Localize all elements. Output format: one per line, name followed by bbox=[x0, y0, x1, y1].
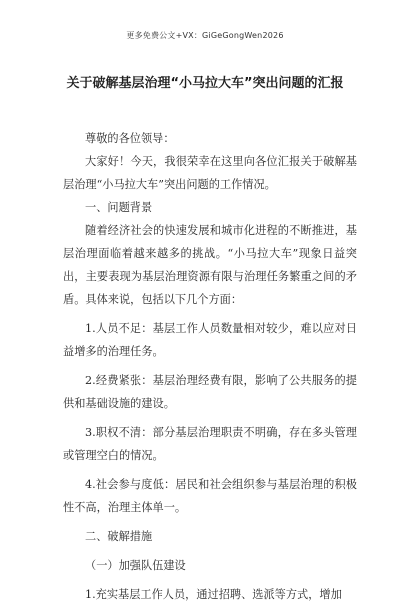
document-title: 关于破解基层治理“小马拉大车”突出问题的汇报 bbox=[66, 76, 344, 91]
list-item-staffing: 1.人员不足：基层工作人员数量相对较少，难以应对日益增多的治理任务。 bbox=[63, 322, 357, 358]
section-heading-measures: 二、破解措施 bbox=[85, 530, 153, 543]
background-paragraph: 随着经济社会的快速发展和城市化进程的不断推进，基层治理面临着越来越多的挑战。“小马拉大车”现象日益突出，主要表现为基层治理资源有限与治理任务繁重之间的矛盾。具体来说，包括以下几个方面： bbox=[63, 224, 357, 306]
header-note: 更多免费公文+VX：GiGeGongWen2026 bbox=[126, 31, 284, 40]
salutation: 尊敬的各位领导： bbox=[85, 132, 175, 145]
document-body bbox=[63, 127, 357, 606]
intro-paragraph: 大家好！今天，我很荣幸在这里向各位汇报关于破解基层治理“小马拉大车”突出问题的工作情况。 bbox=[63, 155, 357, 191]
list-item-funding: 2.经费紧张：基层治理经费有限，影响了公共服务的提供和基础设施的建设。 bbox=[63, 374, 357, 410]
section-heading-background: 一、问题背景 bbox=[85, 201, 153, 214]
list-item-responsibility: 3.职权不清：部分基层治理职责不明确，存在多头管理或管理空白的情况。 bbox=[63, 426, 357, 462]
measure-item-1: 1.充实基层工作人员，通过招聘、选派等方式，增加 bbox=[85, 588, 342, 601]
subsection-heading-team: （一）加强队伍建设 bbox=[85, 559, 186, 572]
list-item-participation: 4.社会参与度低：居民和社会组织参与基层治理的积极性不高，治理主体单一。 bbox=[63, 478, 357, 514]
